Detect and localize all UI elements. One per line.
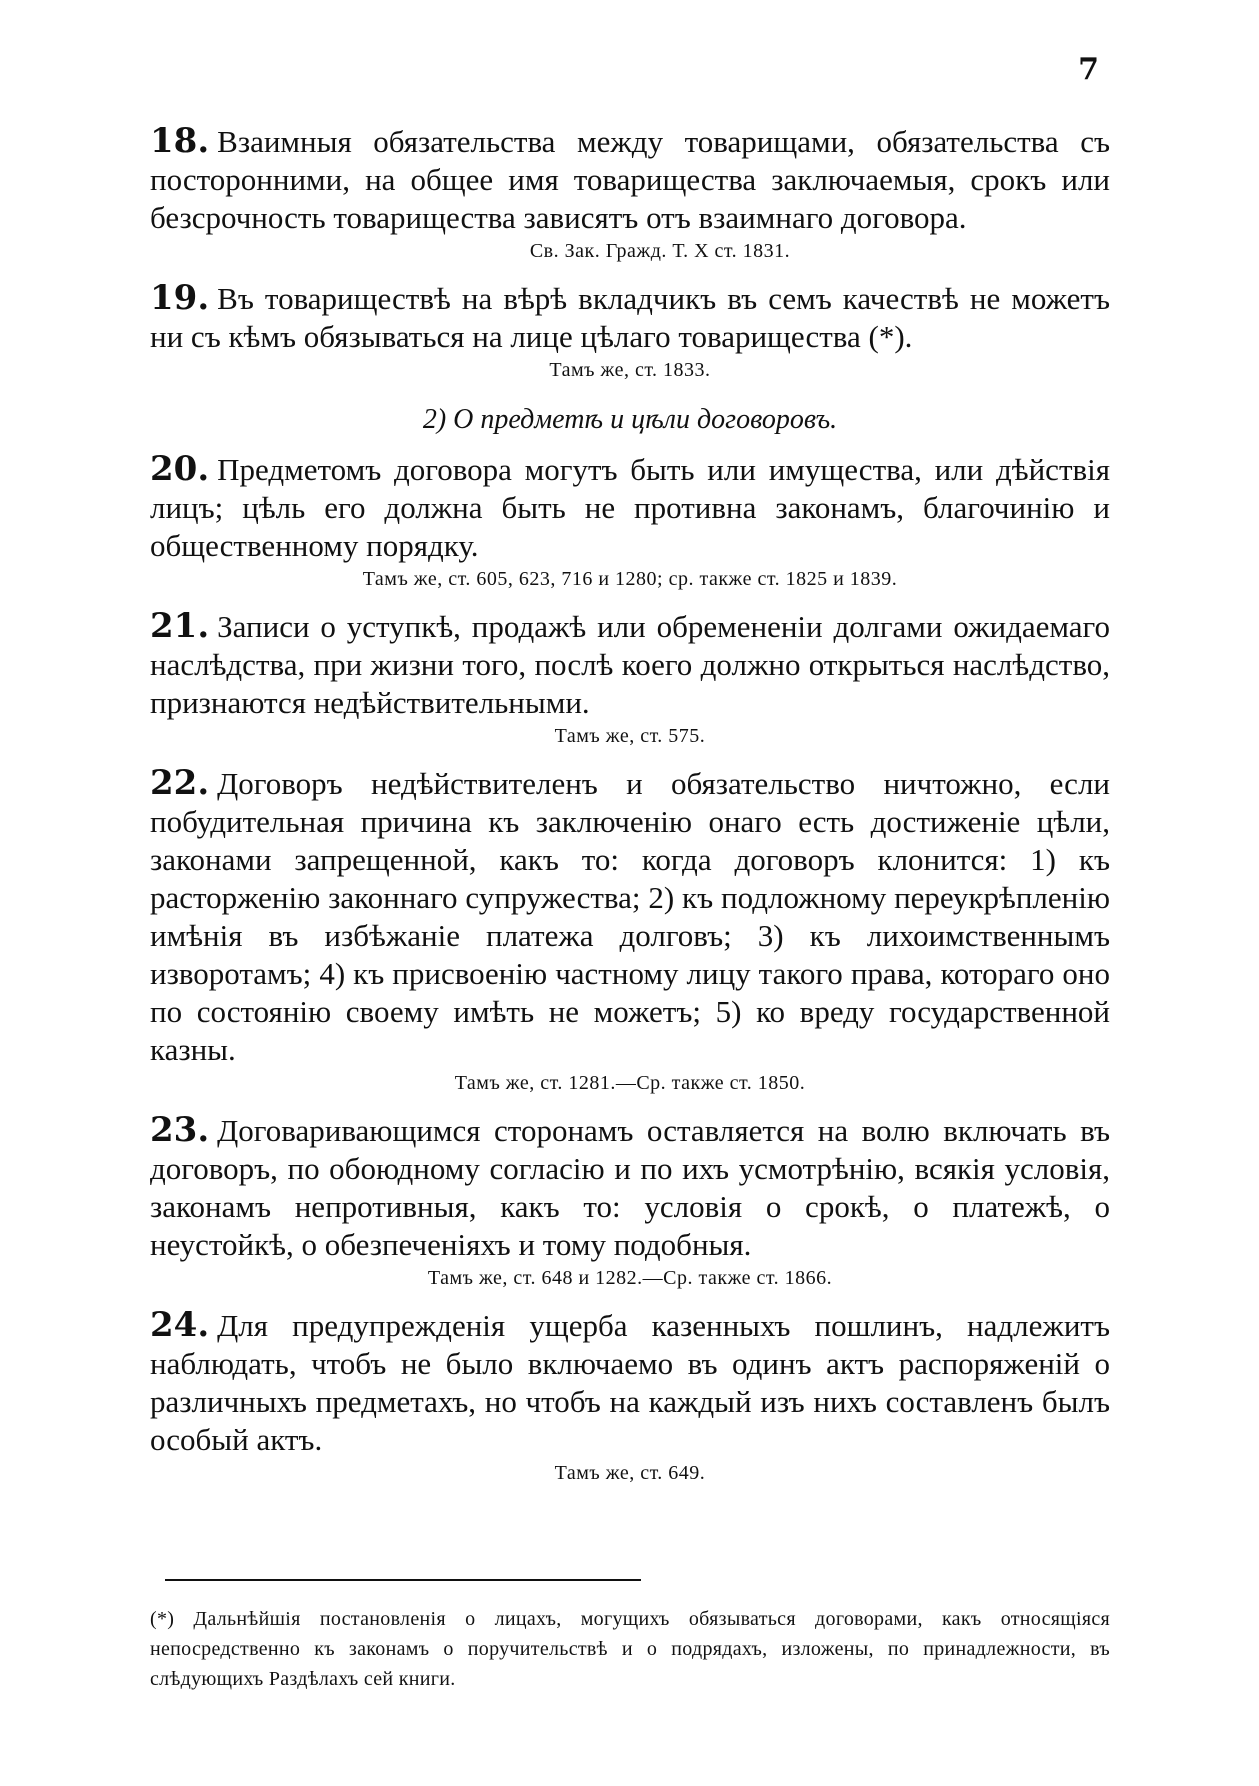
article-body: Записи о уступкѣ, продажѣ или обремененіи долгами ожидаемаго наслѣдства, при жизни того, послѣ коего должно открыться наслѣдство, признаются недѣйствительными. [150, 609, 1110, 720]
article-text [150, 279, 1110, 356]
article-citation: Тамъ же, ст. 649. [554, 1462, 706, 1484]
article-number: 18. [150, 121, 210, 161]
page-body [150, 122, 1110, 1501]
article-body: Договоръ недѣйствителенъ и обязательство ничтожно, если побудительная причина къ заключенію онаго есть достиженіе цѣли, законами запрещенной, какъ то: когда договоръ клонится: 1) къ расторженію законнаго супружества; 2) къ подложному переукрѣпленію имѣнія въ избѣжаніе платежа долговъ; 3) къ лихоимственнымъ изворотамъ; 4) къ присвоенію частному лицу такого права, котораго оно по состоянію своему имѣть не можетъ; 5) ко вреду государственной казны. [150, 766, 1110, 1067]
article-body: Въ товариществѣ на вѣрѣ вкладчикъ въ семъ качествѣ не можетъ ни съ кѣмъ обязываться на лице цѣлаго товарищества (*). [150, 281, 1110, 354]
article-text [150, 1111, 1110, 1264]
article-20 [150, 450, 1110, 593]
article-text [150, 1306, 1110, 1459]
section-heading: 2) О предметѣ и цѣли договоровъ. [422, 404, 838, 435]
article-text [150, 607, 1110, 722]
article-text [150, 450, 1110, 565]
footnote-divider [165, 1579, 641, 1581]
article-body: Договаривающимся сторонамъ оставляется на волю включать въ договоръ, по обоюдному согласію и по ихъ усмотрѣнію, всякія условія, законамъ непротивныя, какъ то: условія о срокѣ, о платежѣ, о неустойкѣ, о обезпеченіяхъ и тому подобныя. [150, 1113, 1110, 1262]
article-text [150, 122, 1110, 237]
article-number: 19. [150, 278, 210, 318]
article-citation: Тамъ же, ст. 1281.—Ср. также ст. 1850. [454, 1072, 806, 1094]
article-body: Для предупрежденія ущерба казенныхъ пошлинъ, надлежитъ наблюдать, чтобъ не было включаемо въ одинъ актъ распоряженій о различныхъ предметахъ, но чтобъ на каждый изъ нихъ составленъ былъ особый актъ. [150, 1308, 1110, 1457]
article-24 [150, 1306, 1110, 1487]
article-number: 23. [150, 1110, 210, 1150]
article-body: Взаимныя обязательства между товарищами, обязательства съ посторонними, на общее имя товарищества заключаемыя, срокъ или безсрочность товарищества зависятъ отъ взаимнаго договора. [150, 124, 1110, 235]
article-21 [150, 607, 1110, 750]
article-citation: Тамъ же, ст. 1833. [549, 359, 711, 381]
article-number: 21. [150, 606, 210, 646]
article-text [150, 764, 1110, 1069]
article-22 [150, 764, 1110, 1097]
article-number: 22. [150, 763, 210, 803]
article-number: 24. [150, 1305, 210, 1345]
article-19 [150, 279, 1110, 384]
article-number: 20. [150, 449, 210, 489]
article-body: Предметомъ договора могутъ быть или имущества, или дѣйствія лицъ; цѣль его должна быть не противна законамъ, благочинію и общественному порядку. [150, 452, 1110, 563]
page-number: 7 [1078, 52, 1099, 87]
footnote: (*) Дальнѣйшія постановленія о лицахъ, могущихъ обязываться договорами, какъ относящіяся непосредственно къ законамъ о поручительствѣ и о подрядахъ, изложены, по принадлежности, въ слѣдующихъ Раздѣлахъ сей книги. [150, 1608, 1110, 1690]
article-citation: Св. Зак. Гражд. Т. X ст. 1831. [529, 240, 791, 262]
article-citation: Тамъ же, ст. 575. [554, 725, 706, 747]
article-23 [150, 1111, 1110, 1292]
article-18 [150, 122, 1110, 265]
article-citation: Тамъ же, ст. 605, 623, 716 и 1280; ср. также ст. 1825 и 1839. [362, 568, 898, 590]
article-citation: Тамъ же, ст. 648 и 1282.—Ср. также ст. 1866. [427, 1267, 833, 1289]
